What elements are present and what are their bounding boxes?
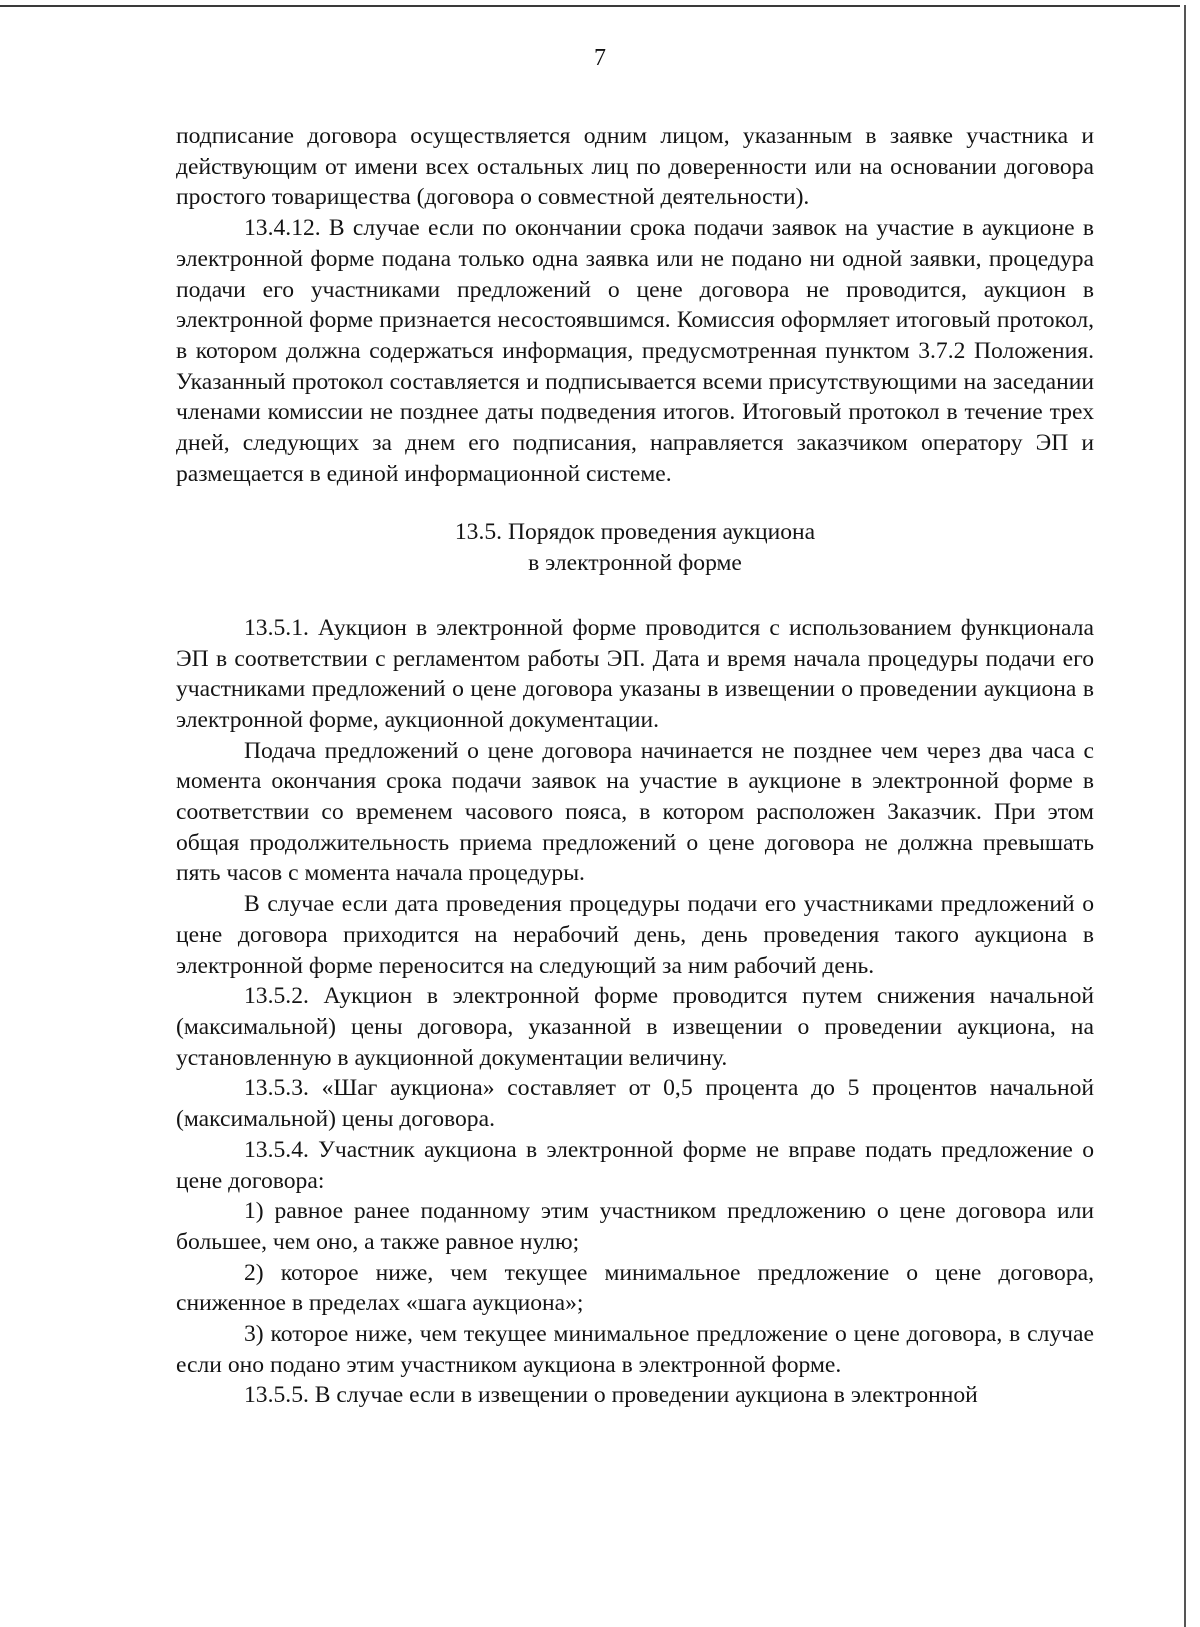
paragraph-13-5-1: 13.5.1. Аукцион в электронной форме проводится с использованием функционала ЭП в соответствии с регламентом работы ЭП. Дата и время начала процедуры подачи его участниками предложений о цене договора указаны в извещении о проведении аукциона в электронной форме, аукционной документации. [176,614,1094,733]
page-number: 7 [594,45,606,71]
paragraph-continuation: подписание договора осуществляется одним лицом, указанным в заявке участника и действующим от имени всех остальных лиц по доверенности или на основании договора простого товарищества (договора о совместной деятельности). [176,123,1094,211]
paragraph-13-4-12: 13.4.12. В случае если по окончании срока подачи заявок на участие в аукционе в электронной форме подана только одна заявка или не подано ни одной заявки, процедура подачи его участниками предложений о цене договора не проводится, аукцион в электронной форме признается несостоявшимся. Комиссия оформляет итоговый протокол, в котором должна содержаться информация, предусмотренная пунктом 3.7.2 Положения. Указанный протокол составляется и подписывается всеми присутствующими на заседании членами комиссии не позднее даты подведения итогов. Итоговый протокол в течение трех дней, следующих за днем его подписания, направляется заказчиком оператору ЭП и размещается в единой информационной системе. [176,215,1094,487]
scan-top-edge [0,5,1180,7]
scan-right-edge [1184,5,1186,1627]
section-heading-line-1: 13.5. Порядок проведения аукциона [454,519,816,546]
list-item-1: 1) равное ранее поданному этим участником предложению о цене договора или большее, чем оно, а также равное нулю; [176,1198,1094,1255]
paragraph-13-5-3: 13.5.3. «Шаг аукциона» составляет от 0,5 процента до 5 процентов начальной (максимальной) цены договора. [176,1075,1094,1133]
paragraph-13-5-2: 13.5.2. Аукцион в электронной форме проводится путем снижения начальной (максимальной) цены договора, указанной в извещении о проведении аукциона, на установленную в аукционной документации величину. [176,983,1094,1071]
paragraph-non-working-day: В случае если дата проведения процедуры подачи его участниками предложений о цене договора приходится на нерабочий день, день проведения такого аукциона в электронной форме переносится на следующий за ним рабочий день. [176,891,1094,979]
document-body [176,121,1094,1411]
list-item-2: 2) которое ниже, чем текущее минимальное предложение о цене договора, сниженное в пределах «шага аукциона»; [176,1259,1094,1317]
section-heading-line-2: в электронной форме [528,550,742,577]
paragraph-13-5-5: 13.5.5. В случае если в извещении о проведении аукциона в электронной [244,1382,978,1409]
paragraph-bid-timing: Подача предложений о цене договора начинается не позднее чем через два часа с момента окончания срока подачи заявок на участие в аукционе в электронной форме в соответствии со временем часового пояса, в котором расположен Заказчик. При этом общая продолжительность приема предложений о цене договора не должна превышать пять часов с момента начала процедуры. [176,737,1094,887]
section-heading-13-5 [176,489,1094,612]
paragraph-13-5-4: 13.5.4. Участник аукциона в электронной форме не вправе подать предложение о цене договора: [176,1136,1094,1194]
list-item-3: 3) которое ниже, чем текущее минимальное предложение о цене договора, в случае если оно подано этим участником аукциона в электронной форме. [176,1321,1094,1378]
